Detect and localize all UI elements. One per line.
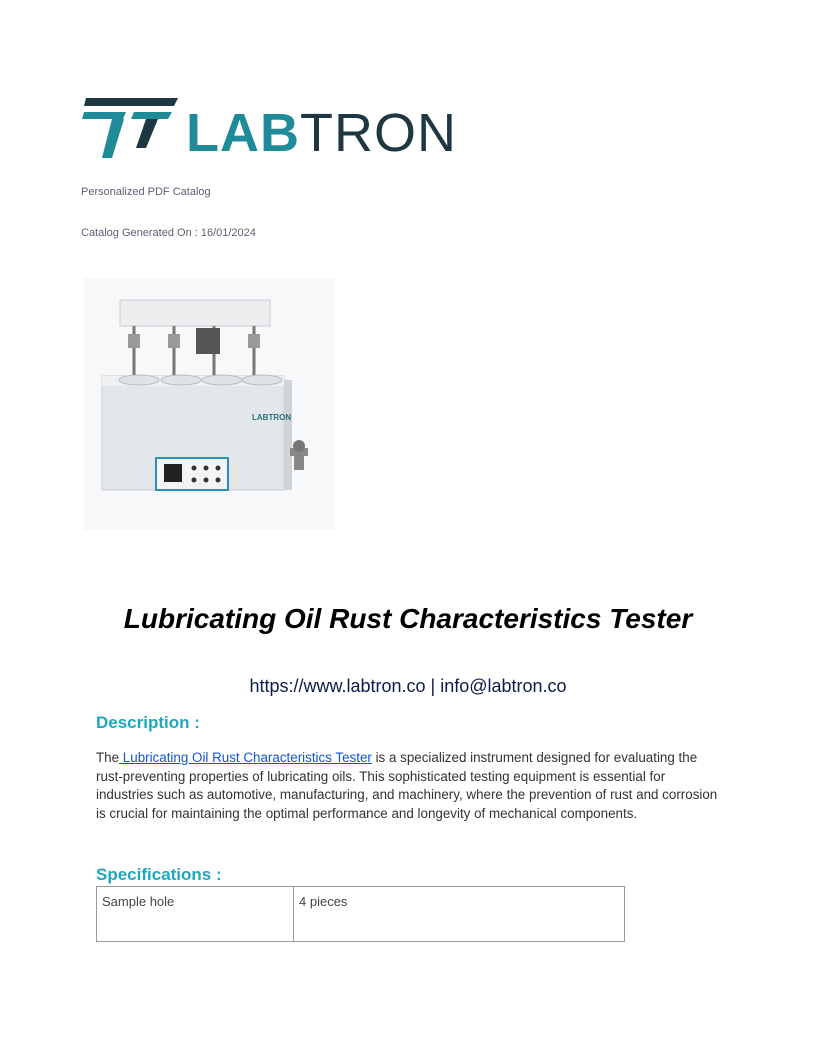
spec-value: 4 pieces — [294, 887, 625, 942]
product-link[interactable]: Lubricating Oil Rust Characteristics Tester — [119, 750, 372, 765]
logo-text-tron: TRON — [299, 103, 457, 163]
product-image — [84, 278, 334, 530]
catalog-generated-date: Catalog Generated On : 16/01/2024 — [81, 227, 256, 239]
logo-wordmark — [186, 103, 457, 163]
description-heading: Description : — [96, 713, 200, 732]
product-title: Lubricating Oil Rust Characteristics Tester — [123, 603, 693, 634]
labtron-logo-icon — [82, 96, 182, 162]
contact-info[interactable]: https://www.labtron.co | info@labtron.co — [249, 676, 567, 696]
catalog-personalized-label: Personalized PDF Catalog — [81, 186, 211, 198]
table-row — [97, 887, 625, 942]
logo-text-lab: LAB — [186, 103, 300, 163]
specifications-heading: Specifications : — [96, 865, 222, 884]
labtron-logo — [82, 96, 462, 162]
description-body: is a specialized instrument designed for evaluating the rust-preventing properties of lubricating oils. This sophisticated testing equipment is essential for industries such as automotive, manufacturing, and machinery, where the prevention of rust and corrosion is crucial for maintaining the optimal performance and longevity of mechanical components. — [96, 750, 718, 821]
product-image-brand: LABTRON — [252, 413, 292, 422]
description-prefix: The — [96, 750, 120, 765]
description-text — [96, 749, 726, 823]
specifications-table — [96, 886, 625, 942]
spec-label: Sample hole — [97, 887, 294, 942]
